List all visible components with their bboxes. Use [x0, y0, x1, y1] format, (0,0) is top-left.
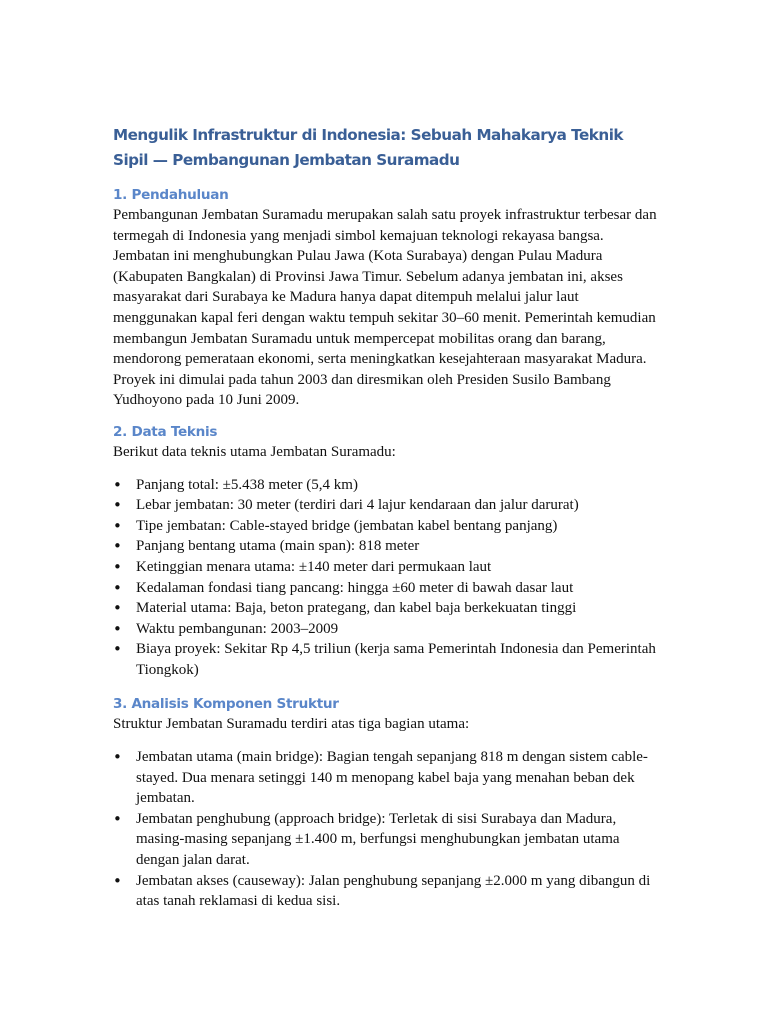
list-item [113, 871, 658, 912]
bullet-icon: • [113, 640, 122, 659]
list-item [113, 639, 658, 680]
bullet-icon: • [113, 599, 122, 618]
section-heading-pendahuluan: 1. Pendahuluan [113, 187, 229, 203]
list-item [113, 475, 658, 496]
bullet-icon: • [113, 871, 122, 890]
section-intro-analisis-komponen: Struktur Jembatan Suramadu terdiri atas tiga bagian utama: [113, 716, 470, 733]
section-heading-analisis-komponen: 3. Analisis Komponen Struktur [113, 696, 339, 713]
list-item [113, 747, 658, 809]
bullet-icon: • [113, 516, 122, 535]
technical-data-list [113, 475, 658, 681]
list-item-text: Tipe jembatan: Cable-stayed bridge (jembatan kabel bentang panjang) [136, 517, 558, 534]
bullet-icon: • [113, 496, 122, 515]
document-title: Mengulik Infrastruktur di Indonesia: Sebuah Mahakarya Teknik Sipil — Pembangunan Jembatan Suramadu [113, 126, 623, 169]
list-item [113, 598, 658, 619]
list-item-text: Panjang bentang utama (main span): 818 meter [136, 538, 420, 555]
bullet-icon: • [113, 748, 122, 767]
list-item [113, 809, 658, 871]
list-item-text: Jembatan utama (main bridge): Bagian tengah sepanjang 818 m dengan sistem cable-stayed. Dua menara setinggi 140 m menopang kabel baja yang menahan beban dek jembatan. [136, 749, 648, 807]
section-heading-data-teknis: 2. Data Teknis [113, 423, 218, 440]
bullet-icon: • [113, 557, 122, 576]
section-intro-data-teknis: Berikut data teknis utama Jembatan Suramadu: [113, 443, 396, 460]
list-item-text: Jembatan akses (causeway): Jalan penghubung sepanjang ±2.000 m yang dibangun di atas tanah reklamasi di kedua sisi. [136, 872, 651, 910]
list-item [113, 619, 658, 640]
bullet-icon: • [113, 537, 122, 556]
list-item [113, 578, 658, 599]
list-item-text: Jembatan penghubung (approach bridge): Terletak di sisi Surabaya dan Madura, masing-masing sepanjang ±1.400 m, berfungsi menghubungkan jembatan utama dengan jalan darat. [136, 810, 620, 869]
list-item [113, 536, 658, 557]
list-item [113, 516, 658, 537]
document-page [113, 123, 658, 912]
list-item-text: Kedalaman fondasi tiang pancang: hingga ±60 meter di bawah dasar laut [136, 579, 574, 596]
list-item [113, 495, 658, 516]
bullet-icon: • [113, 619, 122, 638]
bullet-icon: • [113, 475, 122, 494]
list-item-text: Ketinggian menara utama: ±140 meter dari permukaan laut [136, 558, 492, 575]
bullet-icon: • [113, 809, 122, 828]
list-item-text: Waktu pembangunan: 2003–2009 [136, 620, 339, 637]
list-item-text: Lebar jembatan: 30 meter (terdiri dari 4 lajur kendaraan dan jalur darurat) [136, 497, 579, 514]
structure-components-list [113, 747, 658, 912]
list-item-text: Panjang total: ±5.438 meter (5,4 km) [136, 476, 358, 493]
bullet-icon: • [113, 578, 122, 597]
list-item-text: Material utama: Baja, beton prategang, dan kabel baja berkekuatan tinggi [136, 600, 577, 617]
list-item-text: Biaya proyek: Sekitar Rp 4,5 triliun (kerja sama Pemerintah Indonesia dan Pemerintah Tiongkok) [136, 641, 656, 678]
list-item [113, 557, 658, 578]
section-body-pendahuluan: Pembangunan Jembatan Suramadu merupakan salah satu proyek infrastruktur terbesar dan termegah di Indonesia yang menjadi simbol kemajuan teknologi rekayasa bangsa. Jembatan ini menghubungkan Pulau Jawa (Kota Surabaya) dengan Pulau Madura (Kabupaten Bangkalan) di Provinsi Jawa Timur. Sebelum adanya jembatan ini, akses masyarakat dari Surabaya ke Madura hanya dapat ditempuh melalui jalur laut menggunakan kapal feri dengan waktu tempuh sekitar 30–60 menit. Pemerintah kemudian membangun Jembatan Suramadu untuk mempercepat mobilitas orang dan barang, mendorong pemerataan ekonomi, serta meningkatkan kesejahteraan masyarakat Madura. Proyek ini dimulai pada tahun 2003 dan diresmikan oleh Presiden Susilo Bambang Yudhoyono pada 10 Juni 2009. [113, 207, 657, 409]
